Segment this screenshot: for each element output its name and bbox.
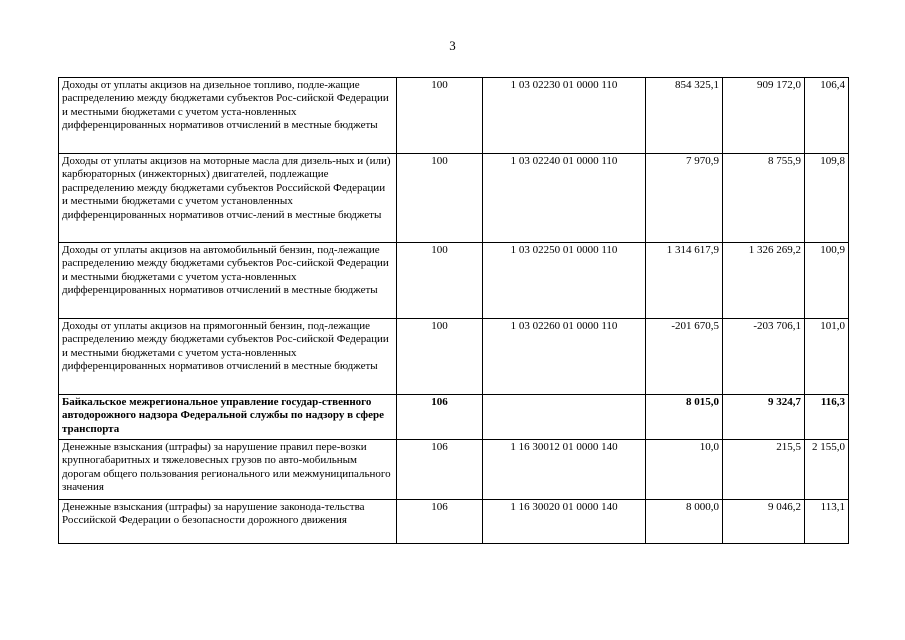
- row-value-1: 8 015,0: [646, 395, 723, 440]
- row-admin-code: 100: [397, 319, 483, 395]
- row-percent: 109,8: [805, 154, 849, 243]
- row-admin-code: 100: [397, 243, 483, 319]
- table-row-section-header: [59, 395, 849, 440]
- row-budget-code: 1 03 02230 01 0000 110: [483, 78, 646, 154]
- row-admin-code: 100: [397, 78, 483, 154]
- row-value-1: 854 325,1: [646, 78, 723, 154]
- row-budget-code: 1 16 30020 01 0000 140: [483, 500, 646, 544]
- row-name: Денежные взыскания (штрафы) за нарушение законода-тельства Российской Федерации о безопасности дорожного движения: [59, 500, 397, 544]
- table-row: [59, 319, 849, 395]
- row-percent: 100,9: [805, 243, 849, 319]
- revenue-table-body: [59, 78, 849, 544]
- revenue-table: [58, 77, 849, 544]
- row-name: Доходы от уплаты акцизов на автомобильный бензин, под-лежащие распределению между бюджетами субъектов Рос-сийской Федерации и местными бюджетами с учетом уста-новленных дифференцированных нормативов отчислений в местные бюджеты: [59, 243, 397, 319]
- page-number: 3: [449, 38, 456, 53]
- row-percent: 113,1: [805, 500, 849, 544]
- row-budget-code: [483, 395, 646, 440]
- row-value-2: -203 706,1: [723, 319, 805, 395]
- row-admin-code: 100: [397, 154, 483, 243]
- row-percent: 116,3: [805, 395, 849, 440]
- row-admin-code: 106: [397, 395, 483, 440]
- row-value-1: 8 000,0: [646, 500, 723, 544]
- table-row: [59, 78, 849, 154]
- row-budget-code: 1 03 02240 01 0000 110: [483, 154, 646, 243]
- row-budget-code: 1 03 02260 01 0000 110: [483, 319, 646, 395]
- row-value-1: 1 314 617,9: [646, 243, 723, 319]
- row-value-2: 909 172,0: [723, 78, 805, 154]
- row-value-2: 8 755,9: [723, 154, 805, 243]
- row-value-2: 215,5: [723, 440, 805, 500]
- row-name: Денежные взыскания (штрафы) за нарушение правил пере-возки крупногабаритных и тяжеловесных грузов по авто-мобильным дорогам общего пользования регионального или межмуниципального значения: [59, 440, 397, 500]
- table-row: [59, 154, 849, 243]
- row-percent: 2 155,0: [805, 440, 849, 500]
- row-name: Байкальское межрегиональное управление государ-ственного автодорожного надзора Федеральной службы по надзору в сфере транспорта: [59, 395, 397, 440]
- row-name: Доходы от уплаты акцизов на прямогонный бензин, под-лежащие распределению между бюджетами субъектов Рос-сийской Федерации и местными бюджетами с учетом уста-новленных дифференцированных нормативов отчислений в местные бюджеты: [59, 319, 397, 395]
- row-budget-code: 1 16 30012 01 0000 140: [483, 440, 646, 500]
- row-value-2: 9 324,7: [723, 395, 805, 440]
- row-value-1: -201 670,5: [646, 319, 723, 395]
- table-row: [59, 440, 849, 500]
- row-value-2: 9 046,2: [723, 500, 805, 544]
- row-name: Доходы от уплаты акцизов на дизельное топливо, подле-жащие распределению между бюджетами субъектов Рос-сийской Федерации и местными бюджетами с учетом уста-новленных дифференцированных нормативов отчислений в местные бюджеты: [59, 78, 397, 154]
- row-budget-code: 1 03 02250 01 0000 110: [483, 243, 646, 319]
- row-percent: 101,0: [805, 319, 849, 395]
- row-value-1: 7 970,9: [646, 154, 723, 243]
- row-admin-code: 106: [397, 500, 483, 544]
- row-name: Доходы от уплаты акцизов на моторные масла для дизель-ных и (или) карбюраторных (инжекторных) двигателей, подлежащие распределению между бюджетами субъектов Российской Федерации и местными бюджетами с учетом установленных дифференцированных нормативов отчис-лений в местные бюджеты: [59, 154, 397, 243]
- table-row: [59, 243, 849, 319]
- table-row: [59, 500, 849, 544]
- row-percent: 106,4: [805, 78, 849, 154]
- row-admin-code: 106: [397, 440, 483, 500]
- row-value-2: 1 326 269,2: [723, 243, 805, 319]
- row-value-1: 10,0: [646, 440, 723, 500]
